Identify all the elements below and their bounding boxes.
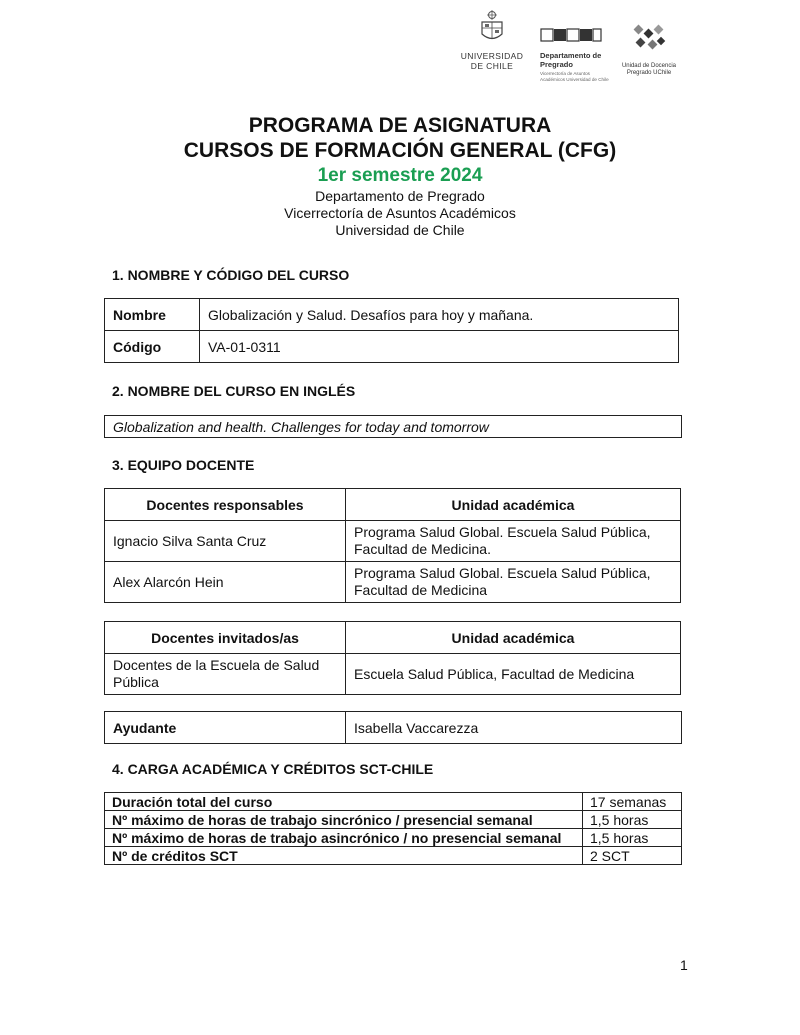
section-1-title: 1. NOMBRE Y CÓDIGO DEL CURSO	[112, 267, 350, 283]
code-value: VA-01-0311	[200, 331, 679, 363]
name-label: Nombre	[105, 299, 200, 331]
guest-name: Docentes de la Escuela de Salud Pública	[105, 654, 346, 695]
load-label: Nº máximo de horas de trabajo sincrónico / presencial semanal	[105, 811, 583, 829]
unit-header: Unidad académica	[346, 489, 681, 521]
table-row	[105, 521, 681, 562]
course-name-code-table	[104, 298, 679, 363]
table-row	[105, 793, 682, 811]
guest-header: Docentes invitados/as	[105, 622, 346, 654]
table-row	[105, 829, 682, 847]
code-label: Código	[105, 331, 200, 363]
guest-unit: Escuela Salud Pública, Facultad de Medicina	[346, 654, 681, 695]
semester-title: 1er semestre 2024	[317, 165, 483, 186]
table-row	[105, 712, 682, 744]
assistant-table	[104, 711, 682, 744]
guest-teachers-table	[104, 621, 681, 695]
table-row	[105, 331, 679, 363]
name-value: Globalización y Salud. Desafíos para hoy y mañana.	[200, 299, 679, 331]
english-name-table	[104, 415, 682, 438]
academic-load-table	[104, 792, 682, 865]
table-row	[105, 654, 681, 695]
section-3-title: 3. EQUIPO DOCENTE	[112, 457, 255, 473]
load-label: Nº máximo de horas de trabajo asincrónico / no presencial semanal	[105, 829, 583, 847]
unidad-title: Unidad de Docencia Pregrado UChile	[621, 63, 677, 76]
load-label: Nº de créditos SCT	[105, 847, 583, 865]
table-header-row	[105, 622, 681, 654]
guest-unit-header: Unidad académica	[346, 622, 681, 654]
uchile-name: UNIVERSIDAD DE CHILE	[460, 51, 524, 71]
program-title: PROGRAMA DE ASIGNATURA	[248, 114, 552, 137]
assistant-label: Ayudante	[105, 712, 346, 744]
load-value: 2 SCT	[583, 847, 682, 865]
unidad-docencia-logo	[616, 24, 682, 77]
table-header-row	[105, 489, 681, 521]
section-4-title: 4. CARGA ACADÉMICA Y CRÉDITOS SCT-CHILE	[112, 761, 434, 777]
table-row	[105, 416, 682, 438]
unidad-docencia-icon	[631, 24, 667, 54]
vicerrectoria-line: Vicerrectoría de Asuntos Académicos	[284, 205, 516, 221]
table-row	[105, 811, 682, 829]
depto-title: Departamento de Pregrado	[540, 51, 602, 69]
load-value: 17 semanas	[583, 793, 682, 811]
departamento-pregrado-logo	[540, 28, 610, 82]
table-row	[105, 562, 681, 603]
english-name-value: Globalization and health. Challenges for today and tomorrow	[105, 416, 682, 438]
page-number: 1	[680, 957, 688, 973]
document-header	[0, 113, 800, 239]
university-seal-icon	[477, 10, 507, 44]
responsible-teachers-table	[104, 488, 681, 603]
load-label: Duración total del curso	[105, 793, 583, 811]
cfg-title: CURSOS DE FORMACIÓN GENERAL (CFG)	[183, 139, 617, 162]
universidad-de-chile-logo	[452, 10, 532, 71]
department-line: Departamento de Pregrado	[315, 188, 485, 204]
university-line: Universidad de Chile	[335, 222, 465, 238]
teacher-name: Alex Alarcón Hein	[105, 562, 346, 603]
pregrado-squares-icon	[540, 28, 602, 42]
load-value: 1,5 horas	[583, 829, 682, 847]
teacher-unit: Programa Salud Global. Escuela Salud Pública, Facultad de Medicina	[346, 562, 681, 603]
resp-header: Docentes responsables	[105, 489, 346, 521]
assistant-value: Isabella Vaccarezza	[346, 712, 682, 744]
teacher-name: Ignacio Silva Santa Cruz	[105, 521, 346, 562]
teacher-unit: Programa Salud Global. Escuela Salud Pública, Facultad de Medicina.	[346, 521, 681, 562]
section-2-title: 2. NOMBRE DEL CURSO EN INGLÉS	[112, 383, 356, 399]
load-value: 1,5 horas	[583, 811, 682, 829]
table-row	[105, 299, 679, 331]
depto-subtitle: Vicerrectoría de Asuntos Académicos Universidad de Chile	[540, 71, 609, 82]
table-row	[105, 847, 682, 865]
header-logos	[452, 10, 692, 90]
